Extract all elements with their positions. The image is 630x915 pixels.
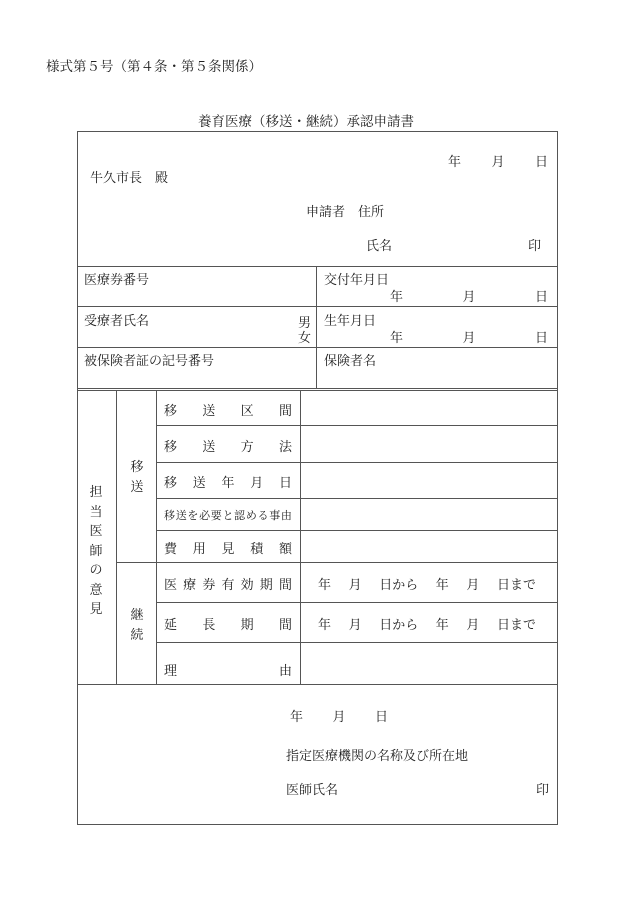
applicant-address-label: 申請者 住所 [306, 205, 385, 220]
period-part: 日まで [496, 578, 536, 593]
insurance-card-number-label: 被保険者証の記号番号 [84, 354, 215, 369]
footer-day: 日 [374, 710, 388, 725]
label-char: 長 [202, 618, 216, 633]
label-char: る [257, 509, 269, 522]
issue-day: 日 [534, 290, 548, 305]
label-char: 療 [183, 578, 197, 593]
birth-date-label: 生年月日 [324, 314, 377, 329]
label-char: 医 [164, 578, 178, 593]
label-char: 由 [278, 664, 292, 679]
applicant-seal: 印 [528, 239, 542, 254]
period-part: 月 [466, 618, 480, 633]
label-char: 方 [240, 440, 254, 455]
continuation-char: 続 [130, 627, 144, 643]
birth-date-parts [390, 327, 548, 346]
header-date-year: 年 [448, 155, 462, 170]
label-char: 日 [278, 476, 292, 491]
label-char: 間 [278, 618, 292, 633]
period-part: 年 [435, 578, 449, 593]
validity-period-label [164, 574, 292, 593]
transport-method-label [164, 436, 292, 455]
ticket-number-label: 医療券番号 [84, 273, 150, 288]
header-date-month: 月 [491, 155, 505, 170]
period-part: 月 [466, 578, 480, 593]
period-part: 日から [379, 618, 419, 633]
transport-date-label [164, 472, 292, 491]
birth-month: 月 [462, 331, 476, 346]
opinion-char: 当 [89, 504, 103, 520]
label-char: 効 [240, 578, 254, 593]
extension-period-label [164, 614, 292, 633]
birth-day: 日 [534, 331, 548, 346]
transport-section-label [164, 400, 292, 419]
label-char: 理 [164, 664, 178, 679]
footer-month: 月 [332, 710, 346, 725]
continuation-label [130, 606, 144, 645]
opinion-char: の [89, 563, 103, 578]
addressee: 牛久市長 殿 [90, 171, 169, 186]
header-date-day: 日 [534, 155, 548, 170]
period-part: 月 [348, 578, 362, 593]
opinion-char: 意 [89, 582, 103, 598]
label-char: 期 [259, 578, 273, 593]
extension-period-value [318, 614, 536, 633]
birth-year: 年 [390, 331, 404, 346]
issue-date-label: 交付年月日 [324, 273, 390, 288]
doctor-opinion-label [89, 483, 103, 620]
validity-period-value [318, 574, 536, 593]
label-char: 要 [210, 509, 222, 522]
label-char: 事 [269, 509, 281, 522]
insurer-name-label: 保険者名 [324, 354, 377, 369]
label-char: 移 [164, 404, 178, 419]
sex-male: 男 [298, 316, 312, 331]
period-part: 年 [435, 618, 449, 633]
label-char: 移 [164, 476, 178, 491]
institution-label: 指定医療機関の名称及び所在地 [286, 749, 469, 764]
label-char: 期 [240, 618, 254, 633]
label-char: 積 [250, 542, 264, 557]
form-title: 養育医療（移送・継続）承認申請書 [198, 114, 414, 130]
period-part: 年 [318, 618, 332, 633]
label-char: め [245, 509, 257, 522]
label-char: 送 [202, 440, 216, 455]
label-char: 用 [192, 542, 206, 557]
label-char: 額 [278, 542, 292, 557]
label-char: 費 [164, 542, 178, 557]
label-char: 移 [164, 509, 175, 522]
label-char: 有 [221, 578, 235, 593]
cost-estimate-label [164, 538, 292, 557]
label-char: 必 [199, 509, 211, 522]
label-char: 見 [221, 542, 235, 557]
sex-female: 女 [298, 331, 312, 346]
applicant-name-label: 氏名 [366, 239, 393, 254]
opinion-char: 医 [89, 524, 103, 539]
label-char: 区 [240, 404, 254, 419]
label-char: 間 [278, 404, 292, 419]
label-char: 送 [202, 404, 216, 419]
label-char: 法 [278, 440, 292, 455]
label-char: 月 [250, 476, 264, 491]
opinion-char: 師 [89, 543, 103, 559]
transport-label [130, 458, 144, 497]
period-part: 月 [348, 618, 362, 633]
issue-date-parts [390, 286, 548, 305]
period-part: 年 [318, 578, 332, 593]
label-char: 認 [234, 509, 246, 522]
label-char: 年 [221, 476, 235, 491]
transport-char: 送 [130, 479, 144, 495]
label-char: と [222, 509, 234, 522]
opinion-char: 見 [89, 602, 103, 617]
continuation-char: 継 [130, 608, 144, 623]
label-char: 延 [164, 618, 178, 633]
opinion-char: 担 [89, 485, 103, 500]
label-char: 送 [192, 476, 206, 491]
period-part: 日から [379, 578, 419, 593]
header-date [448, 151, 548, 170]
doctor-seal: 印 [536, 783, 550, 798]
footer-date [290, 706, 388, 725]
doctor-name-label: 医師氏名 [286, 783, 339, 798]
label-char: 券 [202, 578, 216, 593]
label-char: 間 [278, 578, 292, 593]
footer-year: 年 [290, 710, 304, 725]
continuation-reason-label [164, 660, 292, 679]
label-char: を [187, 509, 199, 522]
issue-year: 年 [390, 290, 404, 305]
period-part: 日まで [496, 618, 536, 633]
transport-reason-label [164, 507, 292, 523]
form-number: 様式第５号（第４条・第５条関係） [46, 59, 262, 75]
label-char: 送 [175, 509, 187, 522]
issue-month: 月 [462, 290, 476, 305]
recipient-name-label: 受療者氏名 [84, 314, 150, 329]
label-char: 移 [164, 440, 178, 455]
label-char: 由 [280, 509, 292, 522]
transport-char: 移 [130, 460, 144, 475]
